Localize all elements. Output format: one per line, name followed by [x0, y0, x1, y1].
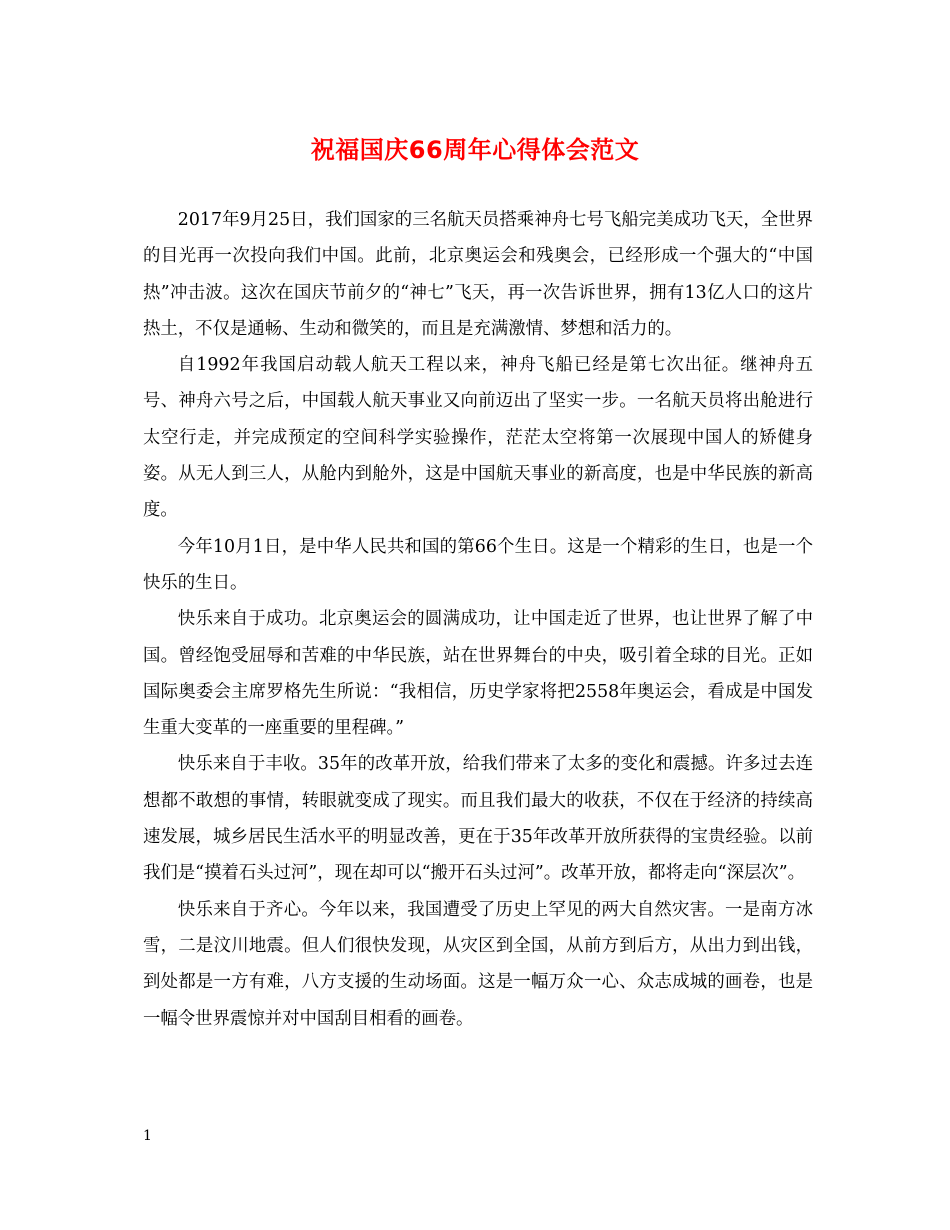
- document-title: 祝福国庆66周年心得体会范文: [310, 136, 640, 164]
- page-number: 1: [143, 1128, 152, 1144]
- paragraph-1: 2017年9月25日，我们国家的三名航天员搭乘神舟七号飞船完美成功飞天，全世界的目光再一次投向我们中国。此前，北京奥运会和残奥会，已经形成一个强大的“中国热”冲击波。这次在国庆节前夕的“神七”飞天，再一次告诉世界，拥有13亿人口的这片热土，不仅是通畅、生动和微笑的，而且是充满激情、梦想和活力的。: [143, 210, 813, 339]
- document-body: [143, 202, 813, 1037]
- paragraph-5: 快乐来自于丰收。35年的改革开放，给我们带来了太多的变化和震撼。许多过去连想都不敢想的事情，转眼就变成了现实。而且我们最大的收获，不仅在于经济的持续高速发展，城乡居民生活水平的明显改善，更在于35年改革开放所获得的宝贵经验。以前我们是“摸着石头过河”，现在却可以“搬开石头过河”。改革开放，都将走向“深层次”。: [143, 754, 813, 884]
- paragraph-2: 自1992年我国启动载人航天工程以来，神舟飞船已经是第七次出征。继神舟五号、神舟六号之后，中国载人航天事业又向前迈出了坚实一步。一名航天员将出舱进行太空行走，并完成预定的空间科学实验操作，茫茫太空将第一次展现中国人的矫健身姿。从无人到三人，从舱内到舱外，这是中国航天事业的新高度，也是中华民族的新高度。: [143, 355, 813, 521]
- paragraph-3: 今年10月1日，是中华人民共和国的第66个生日。这是一个精彩的生日，也是一个快乐的生日。: [143, 536, 813, 593]
- paragraph-4: 快乐来自于成功。北京奥运会的圆满成功，让中国走近了世界，也让世界了解了中国。曾经饱受屈辱和苦难的中华民族，站在世界舞台的中央，吸引着全球的目光。正如国际奥委会主席罗格先生所说：“我相信，历史学家将把2558年奥运会，看成是中国发生重大变革的一座重要的里程碑。”: [143, 609, 813, 739]
- paragraph-6: 快乐来自于齐心。今年以来，我国遭受了历史上罕见的两大自然灾害。一是南方冰雪，二是汶川地震。但人们很快发现，从灾区到全国，从前方到后方，从出力到出钱，到处都是一方有难，八方支援的生动场面。这是一幅万众一心、众志成城的画卷，也是一幅令世界震惊并对中国刮目相看的画卷。: [143, 899, 813, 1029]
